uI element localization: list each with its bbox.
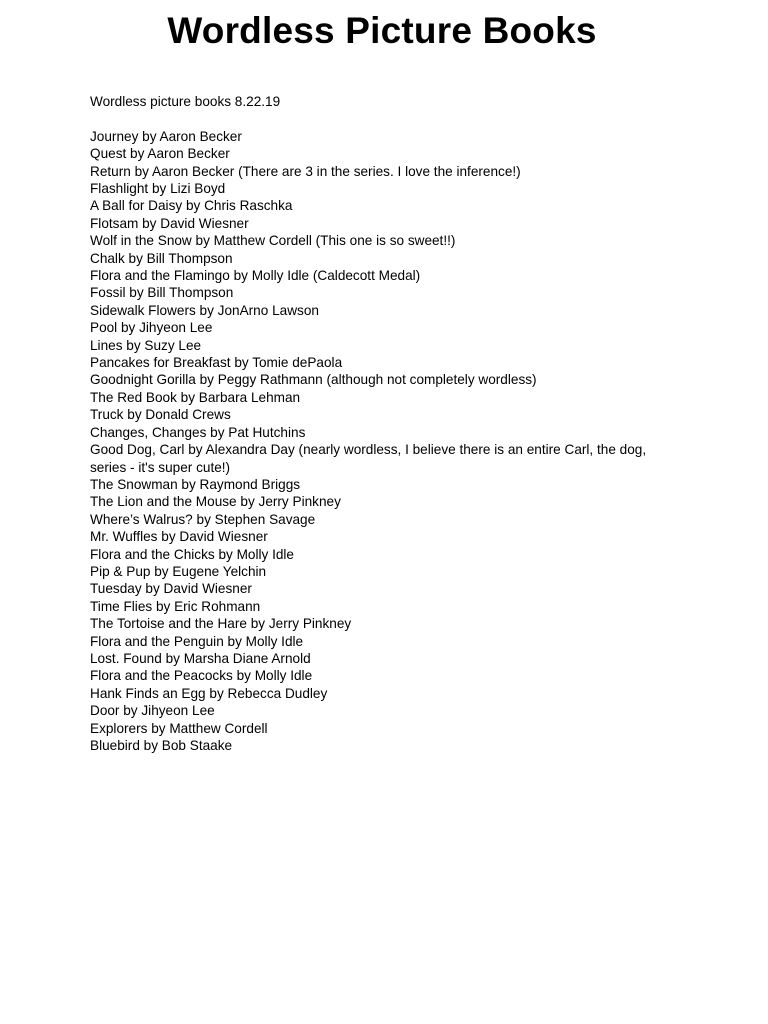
book-list-item: Flora and the Chicks by Molly Idle xyxy=(90,546,294,562)
book-list-item: Sidewalk Flowers by JonArno Lawson xyxy=(90,302,319,318)
book-list-item: The Red Book by Barbara Lehman xyxy=(90,389,301,405)
book-list-item: Lost. Found by Marsha Diane Arnold xyxy=(90,650,311,666)
book-list-item: Lines by Suzy Lee xyxy=(90,337,202,353)
dateline: Wordless picture books 8.22.19 xyxy=(90,94,281,109)
book-list-item: Chalk by Bill Thompson xyxy=(90,250,233,266)
book-list-item: Pip & Pup by Eugene Yelchin xyxy=(90,563,267,579)
book-list-item: Flora and the Peacocks by Molly Idle xyxy=(90,668,313,684)
book-list-item: Door by Jihyeon Lee xyxy=(90,703,215,719)
book-list-item: Flora and the Flamingo by Molly Idle (Caldecott Medal) xyxy=(90,268,421,284)
book-list-item: Good Dog, Carl by Alexandra Day (nearly wordless, I believe there is an entire Carl, the dog, series - it's super cute!) xyxy=(90,442,647,475)
book-list-item: Fossil by Bill Thompson xyxy=(90,285,234,301)
book-list-item: Hank Finds an Egg by Rebecca Dudley xyxy=(90,685,328,701)
book-list-item: Bluebird by Bob Staake xyxy=(90,738,233,754)
book-list-item: Wolf in the Snow by Matthew Cordell (This one is so sweet!!) xyxy=(90,233,456,249)
book-list-item: Tuesday by David Wiesner xyxy=(90,581,252,597)
book-list-item: Flashlight by Lizi Boyd xyxy=(90,181,226,197)
book-list-item: Pool by Jihyeon Lee xyxy=(90,320,213,336)
book-list-item: The Tortoise and the Hare by Jerry Pinkney xyxy=(90,616,352,632)
book-list-item: Truck by Donald Crews xyxy=(90,407,231,423)
book-list-item: Journey by Aaron Becker xyxy=(90,128,242,144)
book-list-item: The Lion and the Mouse by Jerry Pinkney xyxy=(90,494,341,510)
book-list-item: Return by Aaron Becker (There are 3 in the series. I love the inference!) xyxy=(90,163,521,179)
document-body xyxy=(90,93,690,754)
book-list-item: Pancakes for Breakfast by Tomie dePaola xyxy=(90,355,343,371)
book-list-item: Explorers by Matthew Cordell xyxy=(90,720,268,736)
book-list-item: Time Flies by Eric Rohmann xyxy=(90,598,261,614)
book-list-item: Flora and the Penguin by Molly Idle xyxy=(90,633,304,649)
page-title: Wordless Picture Books xyxy=(167,10,597,51)
book-list-item: A Ball for Daisy by Chris Raschka xyxy=(90,198,293,214)
book-list xyxy=(90,128,690,755)
book-list-item: The Snowman by Raymond Briggs xyxy=(90,476,301,492)
book-list-item: Quest by Aaron Becker xyxy=(90,146,230,162)
book-list-item: Changes, Changes by Pat Hutchins xyxy=(90,424,306,440)
book-list-item: Goodnight Gorilla by Peggy Rathmann (although not completely wordless) xyxy=(90,372,537,388)
book-list-item: Mr. Wuffles by David Wiesner xyxy=(90,529,268,545)
book-list-item: Where’s Walrus? by Stephen Savage xyxy=(90,511,316,527)
book-list-item: Flotsam by David Wiesner xyxy=(90,215,249,231)
